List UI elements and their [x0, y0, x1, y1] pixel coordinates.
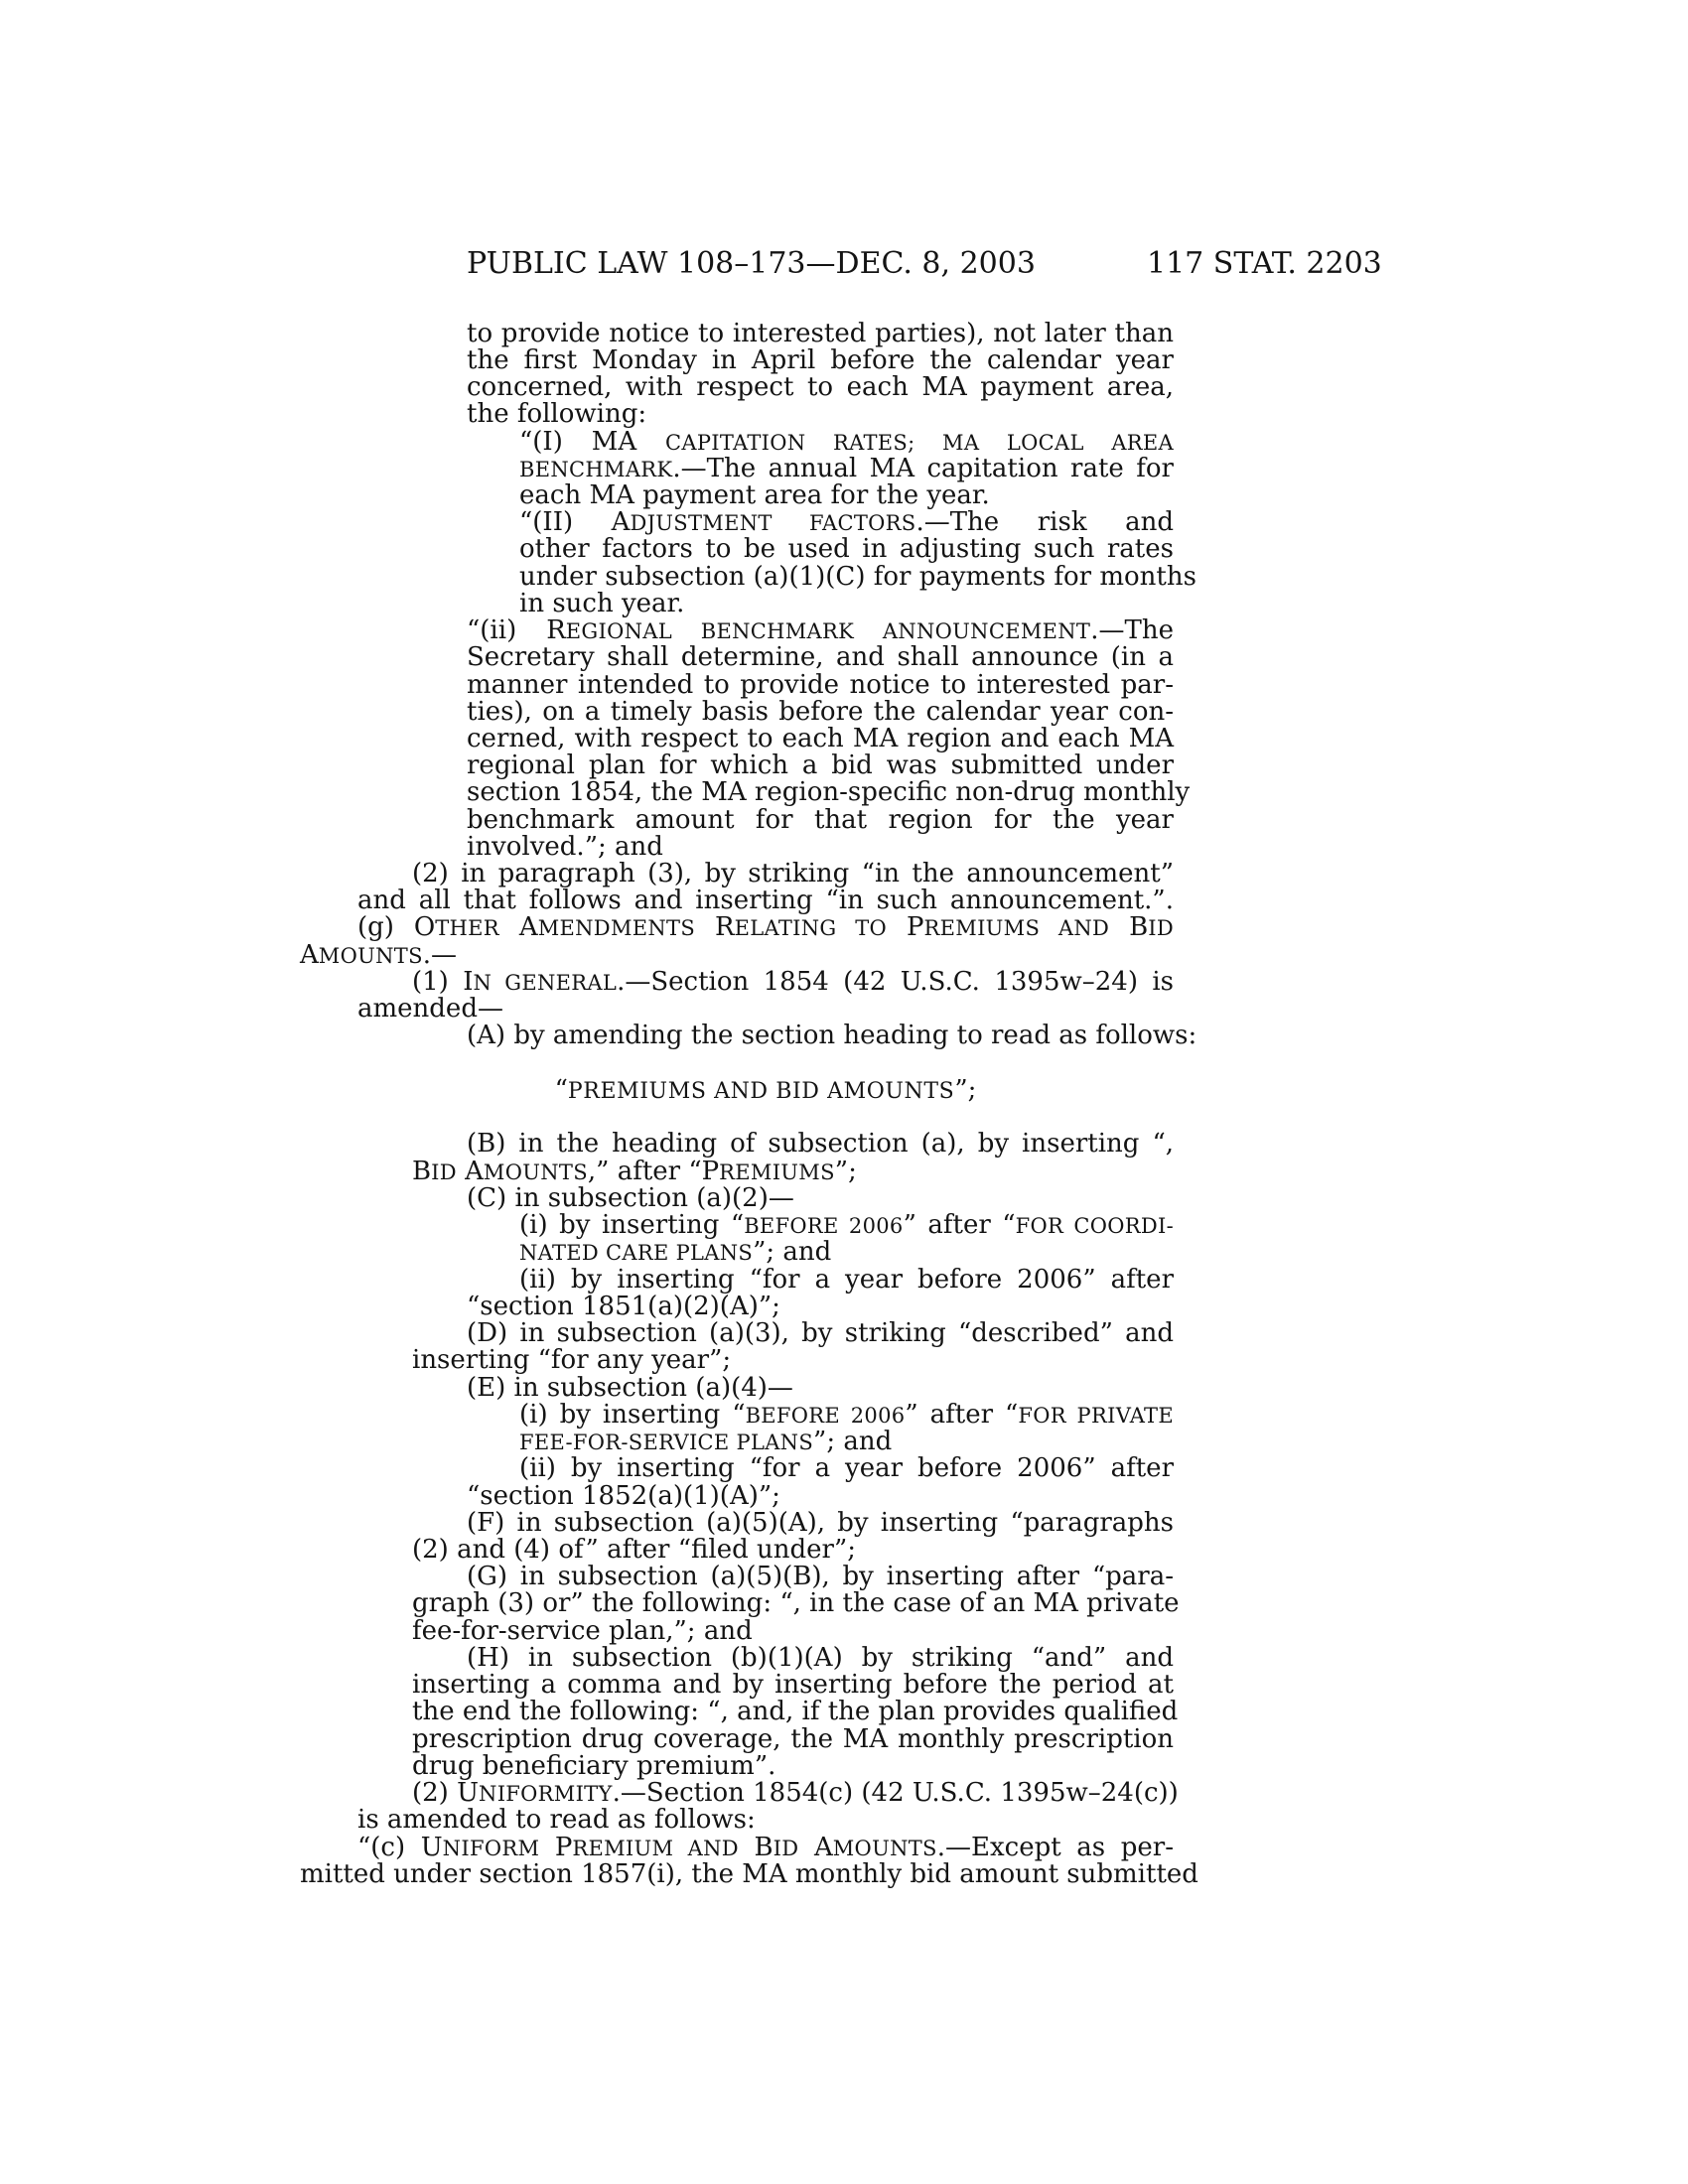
- text-run: B: [1109, 912, 1149, 942]
- text-line: [412, 1671, 1174, 1699]
- text-line: [467, 725, 1174, 752]
- small-caps-run: REMIUMS AND: [923, 916, 1110, 940]
- text-line: [519, 1238, 1174, 1267]
- text-line: [467, 1184, 1174, 1212]
- text-run: (F) in subsection (a)(5)(A), by inserting “paragraphs: [467, 1508, 1174, 1538]
- text-line: [300, 941, 1174, 970]
- text-run: “(c) U: [357, 1833, 443, 1862]
- text-line: [519, 1401, 1174, 1430]
- small-caps-run: THER: [435, 916, 499, 940]
- text-line: [519, 428, 1174, 457]
- text-line: [519, 562, 1196, 592]
- text-run: “section 1852(a)(1)(A)”;: [467, 1481, 780, 1511]
- text-line: [467, 698, 1174, 726]
- text-run: (ii) by inserting “for a year before 2006” after: [519, 1453, 1174, 1483]
- text-run: inserting a comma and by inserting before the period at: [412, 1670, 1174, 1700]
- text-run: benchmark amount for that region for the year: [467, 805, 1174, 835]
- text-run: ” after “: [903, 1210, 1016, 1240]
- text-line: [519, 1428, 1174, 1456]
- text-run: (g) O: [357, 912, 436, 942]
- text-run: “: [554, 1075, 568, 1105]
- text-run: .—: [422, 940, 458, 970]
- text-line: [412, 1346, 1174, 1374]
- text-line: [519, 481, 1174, 509]
- text-line: [467, 1374, 1174, 1402]
- small-caps-run: BEFORE 2006: [745, 1404, 906, 1428]
- text-line: [467, 643, 1174, 671]
- text-line: [467, 1644, 1174, 1672]
- text-run: under subsection (a)(1)(C) for payments for months: [519, 562, 1196, 592]
- text-run: ”; and: [813, 1427, 893, 1456]
- small-caps-run: EGIONAL BENCHMARK ANNOUNCEMENT: [565, 619, 1091, 643]
- text-run: .—The annual MA capitation rate for: [672, 454, 1174, 483]
- text-line: [467, 806, 1174, 834]
- text-line: [357, 913, 1174, 942]
- text-run: (G) in subsection (a)(5)(B), by inserting after “para-: [467, 1562, 1174, 1591]
- text-line: [467, 1563, 1174, 1590]
- text-line: [412, 1778, 1179, 1808]
- text-line: [357, 1806, 1174, 1834]
- small-caps-run: FEE-FOR-SERVICE PLANS: [519, 1431, 814, 1454]
- text-run: section 1854, the MA region-specific non-drug monthly: [467, 777, 1191, 807]
- text-run: concerned, with respect to each MA payment area,: [467, 372, 1174, 402]
- text-run: manner intended to provide notice to interested par-: [467, 670, 1174, 700]
- text-line: [519, 535, 1174, 563]
- text-line: [519, 455, 1174, 483]
- text-run: .—Section 1854 (42 U.S.C. 1395w–24) is: [617, 967, 1174, 997]
- text-line: [519, 590, 1174, 617]
- text-line: [357, 887, 1174, 914]
- text-run: in such year.: [519, 589, 685, 618]
- text-line: [412, 860, 1174, 887]
- text-run: (2) in paragraph (3), by striking “in the announcement”: [412, 859, 1174, 888]
- text-run: “(II) A: [519, 507, 631, 537]
- text-line: [467, 1021, 1197, 1050]
- text-run: regional plan for which a bid was submitted under: [467, 751, 1174, 780]
- text-line: [412, 1588, 1180, 1618]
- text-run: amended—: [357, 994, 503, 1024]
- text-line: [519, 508, 1174, 537]
- small-caps-run: MOUNTS: [318, 944, 423, 968]
- text-line: [467, 671, 1174, 699]
- text-run: (ii) by inserting “for a year before 2006” after: [519, 1265, 1174, 1295]
- text-line: [412, 1697, 1179, 1726]
- small-caps-run: BENCHMARK: [519, 458, 673, 481]
- small-caps-run: N GENERAL: [473, 971, 618, 995]
- text-run: B: [738, 1833, 774, 1862]
- text-run: ”;: [954, 1075, 977, 1105]
- text-line: [357, 995, 1174, 1023]
- text-line: [467, 751, 1174, 779]
- small-caps-run: FOR PRIVATE: [1018, 1404, 1174, 1428]
- small-caps-run: ID: [431, 1160, 457, 1184]
- text-line: [357, 1834, 1174, 1862]
- text-run: P: [887, 912, 924, 942]
- text-run: ,” after “P: [587, 1157, 720, 1186]
- text-line: [519, 1266, 1174, 1294]
- small-caps-run: NIFORMITY: [479, 1782, 613, 1806]
- text-run: .—The: [1090, 615, 1174, 645]
- text-run: P: [539, 1833, 573, 1862]
- text-line: [357, 1076, 1174, 1106]
- small-caps-run: NATED CARE PLANS: [519, 1241, 754, 1265]
- text-line: [467, 1293, 1174, 1320]
- small-caps-run: DJUSTMENT FACTORS: [630, 511, 916, 535]
- text-run: “section 1851(a)(2)(A)”;: [467, 1292, 780, 1321]
- small-caps-run: MENDMENTS: [537, 916, 696, 940]
- text-run: A: [300, 940, 319, 970]
- small-caps-run: CAPITATION RATES; MA LOCAL AREA: [665, 431, 1174, 455]
- text-run: the following:: [467, 399, 647, 429]
- text-run: .—Except as per-: [936, 1833, 1174, 1862]
- text-line: [412, 1617, 1174, 1645]
- text-run: cerned, with respect to each MA region and each MA: [467, 724, 1174, 753]
- text-line: [412, 1725, 1174, 1753]
- text-run: “(ii) R: [467, 615, 566, 645]
- text-line: [412, 1158, 1174, 1186]
- text-run: B: [412, 1157, 432, 1186]
- text-run: Secretary shall determine, and shall announce (in a: [467, 642, 1174, 672]
- running-head-page-number: 117 STAT. 2203: [1147, 246, 1382, 281]
- text-run: graph (3) or” the following: “, in the case of an MA private: [412, 1588, 1180, 1618]
- small-caps-run: NIFORM: [442, 1837, 540, 1860]
- text-run: mitted under section 1857(i), the MA monthly bid amount submitted: [300, 1859, 1198, 1889]
- small-caps-run: REMIUMS: [719, 1160, 835, 1184]
- text-run: (D) in subsection (a)(3), by striking “described” and: [467, 1318, 1174, 1348]
- text-run: (2) U: [412, 1778, 480, 1808]
- text-run: A: [456, 1157, 484, 1186]
- text-run: (i) by inserting “: [519, 1210, 745, 1240]
- text-run: .—Section 1854(c) (42 U.S.C. 1395w–24(c)): [612, 1778, 1179, 1808]
- text-line: [467, 400, 1174, 428]
- text-run: ties), on a timely basis before the calendar year con-: [467, 697, 1174, 727]
- text-run: (B) in the heading of subsection (a), by inserting “,: [467, 1129, 1174, 1159]
- text-run: (E) in subsection (a)(4)—: [467, 1373, 793, 1403]
- text-line: [467, 373, 1174, 401]
- small-caps-run: ID: [1148, 916, 1174, 940]
- text-line: [519, 1211, 1174, 1240]
- text-run: A: [798, 1833, 833, 1862]
- text-line: [467, 1319, 1174, 1347]
- text-run: drug beneficiary premium”.: [412, 1751, 776, 1781]
- text-line: [412, 1536, 1174, 1564]
- text-line: [467, 616, 1174, 645]
- text-line: [467, 1482, 1174, 1510]
- text-run: prescription drug coverage, the MA monthly prescription: [412, 1724, 1174, 1754]
- text-run: to provide notice to interested parties), not later than: [467, 319, 1174, 348]
- text-line: [467, 1509, 1174, 1537]
- text-run: A: [498, 912, 538, 942]
- text-line: [467, 346, 1174, 374]
- text-run: “(I) MA: [519, 427, 666, 457]
- text-line: [467, 833, 1174, 861]
- text-run: (C) in subsection (a)(2)—: [467, 1183, 794, 1213]
- text-run: ” after “: [905, 1400, 1019, 1430]
- running-head-title: PUBLIC LAW 108–173—DEC. 8, 2003: [467, 246, 1036, 281]
- small-caps-run: MOUNTS: [483, 1160, 588, 1184]
- text-line: [412, 1752, 1174, 1780]
- text-run: other factors to be used in adjusting such rates: [519, 534, 1174, 564]
- text-run: and all that follows and inserting “in such announcement.”.: [357, 886, 1174, 915]
- text-run: ”;: [834, 1157, 857, 1186]
- small-caps-run: REMIUM AND: [572, 1837, 739, 1860]
- text-run: ”; and: [753, 1237, 832, 1267]
- text-run: the end the following: “, and, if the plan provides qualified: [412, 1697, 1179, 1726]
- text-run: R: [695, 912, 735, 942]
- text-run: .—The risk and: [915, 507, 1174, 537]
- small-caps-run: FOR COORDI-: [1015, 1214, 1174, 1238]
- text-run: (2) and (4) of” after “filed under”;: [412, 1535, 856, 1565]
- text-run: fee-for-service plan,”; and: [412, 1616, 753, 1646]
- text-line: [467, 1130, 1174, 1158]
- small-caps-run: PREMIUMS AND BID AMOUNTS: [567, 1079, 955, 1104]
- text-run: inserting “for any year”;: [412, 1345, 732, 1375]
- text-line: [467, 777, 1191, 807]
- text-run: involved.”; and: [467, 832, 663, 862]
- small-caps-run: BEFORE 2006: [744, 1214, 904, 1238]
- text-run: (1) I: [412, 967, 474, 997]
- text-run: (H) in subsection (b)(1)(A) by striking “and” and: [467, 1643, 1174, 1673]
- text-run: the first Monday in April before the calendar year: [467, 345, 1174, 375]
- small-caps-run: ID: [773, 1837, 799, 1860]
- text-line: [412, 968, 1174, 997]
- text-run: (i) by inserting “: [519, 1400, 746, 1430]
- small-caps-run: MOUNTS: [832, 1837, 937, 1860]
- text-line: [300, 1859, 1198, 1889]
- small-caps-run: ELATING TO: [734, 916, 888, 940]
- text-line: [467, 320, 1174, 347]
- text-run: each MA payment area for the year.: [519, 480, 990, 510]
- text-line: [519, 1454, 1174, 1482]
- text-run: (A) by amending the section heading to read as follows:: [467, 1021, 1197, 1050]
- text-run: is amended to read as follows:: [357, 1805, 756, 1835]
